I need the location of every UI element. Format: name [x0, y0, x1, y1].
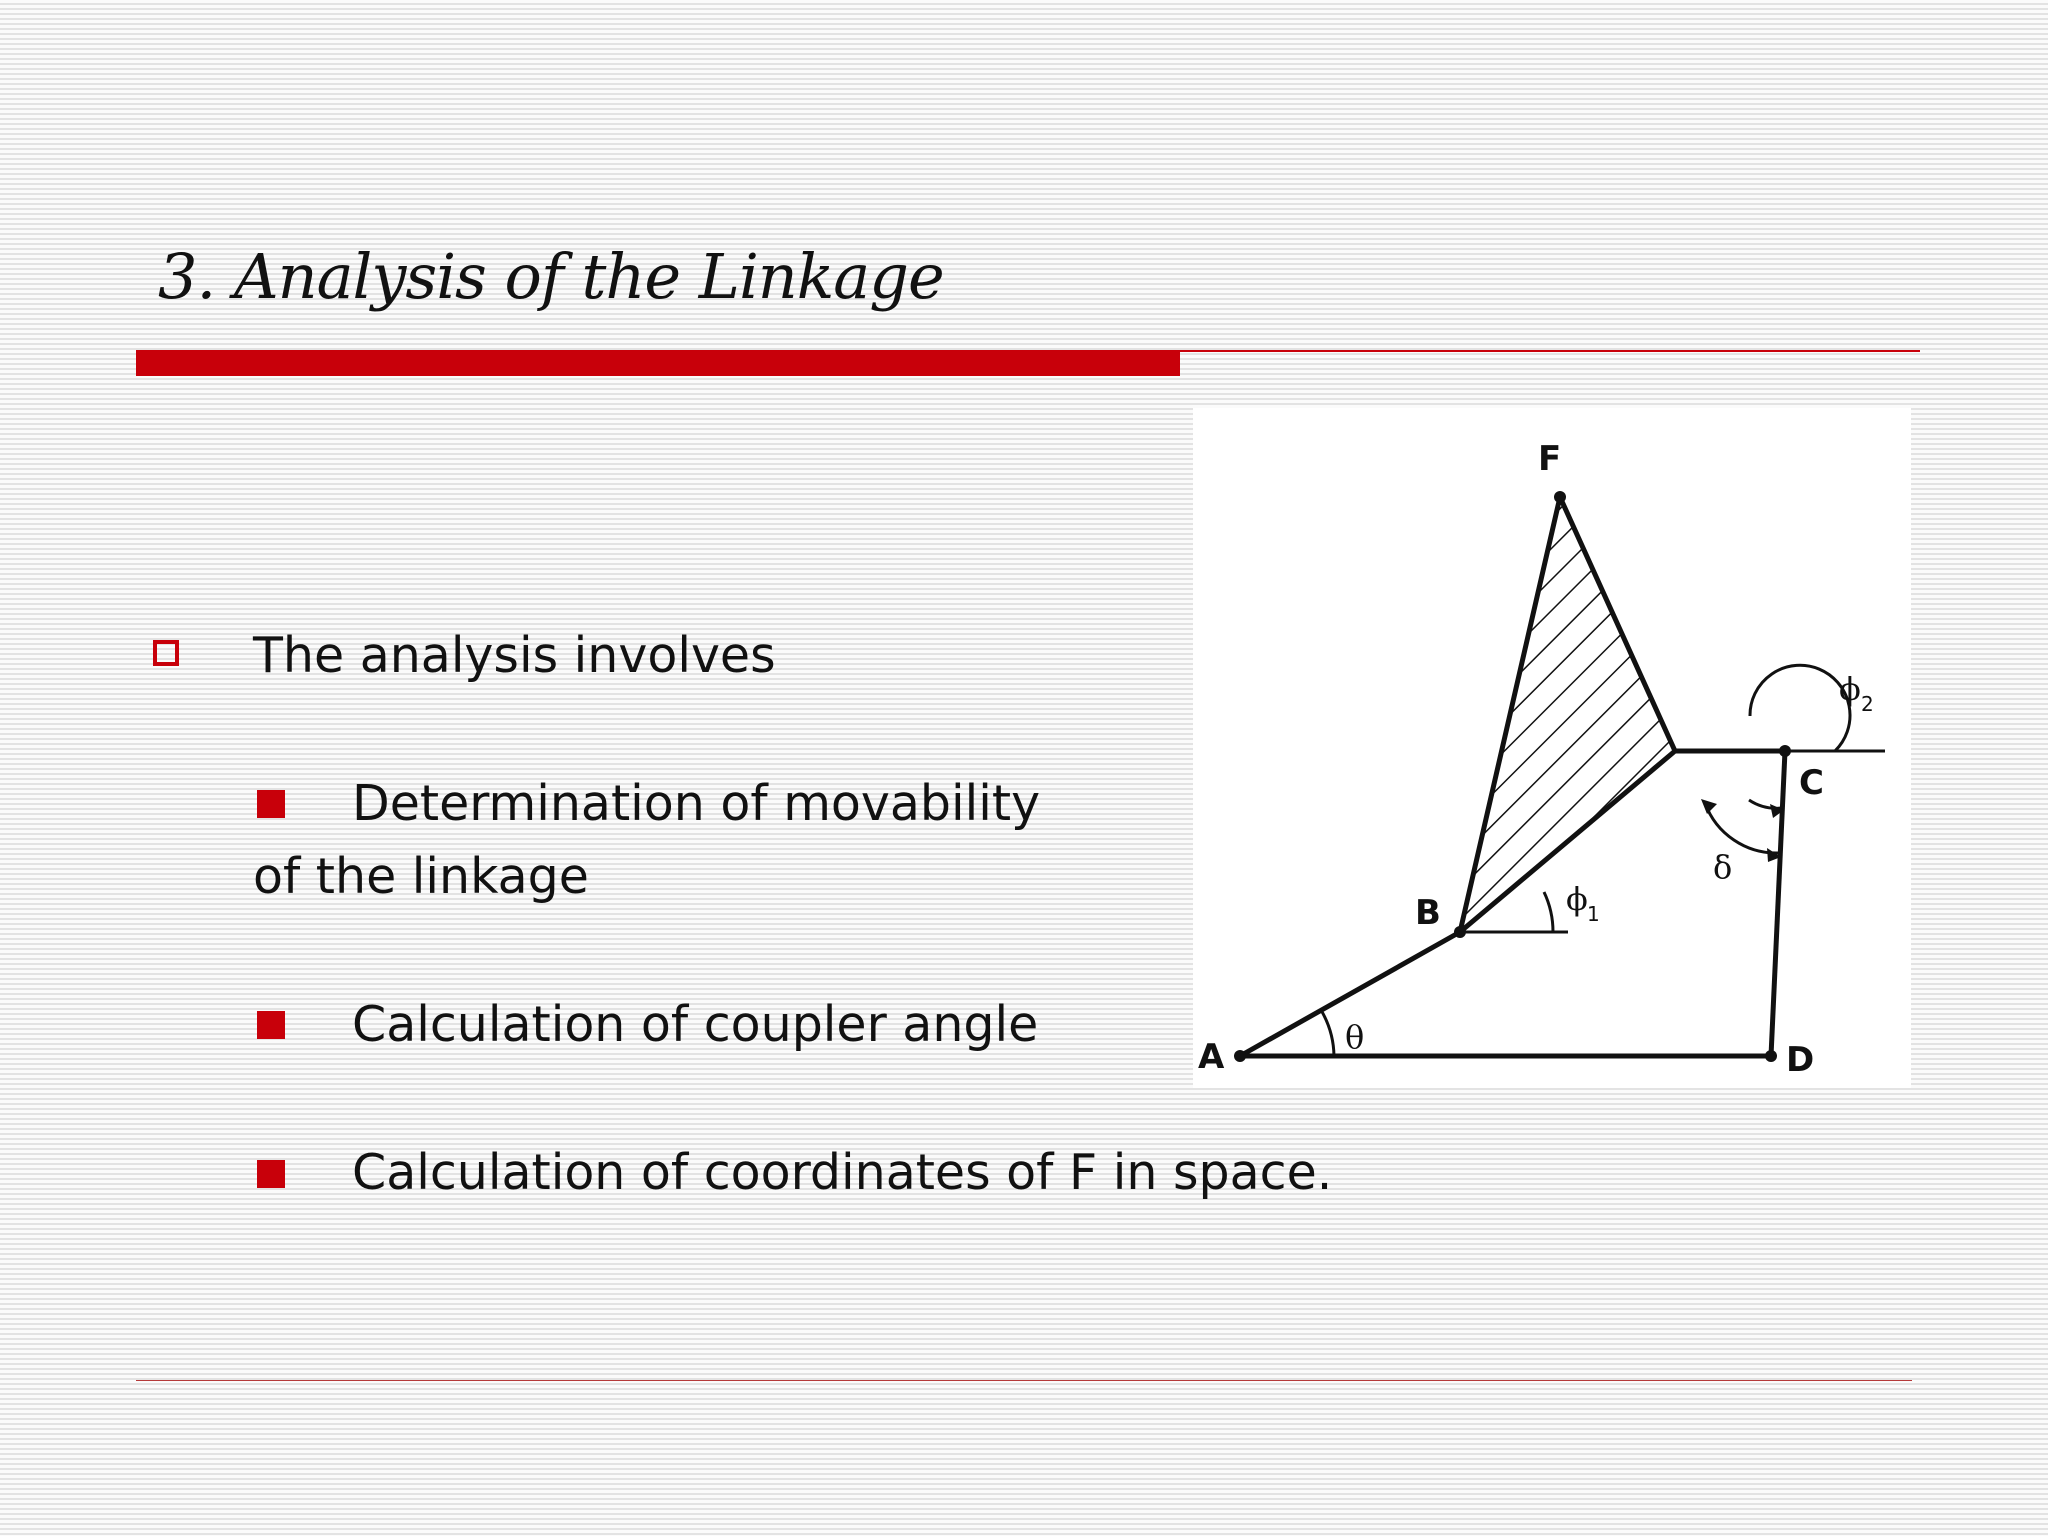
phi1-arc [1544, 892, 1553, 932]
theta-arc [1321, 1010, 1334, 1056]
sub-bullet-text-2: Calculation of coupler angle [352, 996, 1039, 1053]
label-f: F [1538, 439, 1562, 479]
label-d: D [1786, 1040, 1815, 1080]
rocker-link-dc [1771, 751, 1785, 1056]
label-phi1: ϕ [1566, 880, 1588, 918]
label-delta: δ [1713, 848, 1733, 886]
sub-bullet-text-1: Determination of movability [352, 775, 1041, 832]
label-phi2-subscript: 2 [1861, 692, 1874, 716]
delta-arrowhead-1 [1701, 799, 1717, 814]
coupler-triangle-hatched [1460, 497, 1675, 932]
title-underline-thick [136, 350, 1180, 376]
linkage-diagram [1193, 408, 1911, 1088]
hollow-square-bullet-icon [153, 640, 179, 666]
square-bullet-icon [257, 1011, 285, 1039]
linkage-diagram-svg [1193, 408, 1911, 1088]
footer-rule [136, 1380, 1912, 1381]
label-theta: θ [1345, 1018, 1365, 1056]
sub-bullet-text-3: Calculation of coordinates of F in space. [352, 1144, 1333, 1201]
sub-bullet-text-1-continued: of the linkage [253, 848, 589, 905]
delta-arc [1705, 803, 1779, 853]
square-bullet-icon [257, 790, 285, 818]
phi2-arc [1750, 665, 1850, 751]
label-phi2: ϕ [1839, 670, 1861, 708]
label-c: C [1799, 763, 1824, 803]
label-b: B [1415, 893, 1441, 933]
slide-title: 3. Analysis of the Linkage [158, 240, 944, 313]
label-a: A [1198, 1037, 1225, 1077]
point-f [1554, 491, 1566, 503]
main-bullet-text: The analysis involves [253, 627, 776, 684]
title-underline-thin [1180, 350, 1920, 352]
label-phi1-subscript: 1 [1587, 902, 1600, 926]
square-bullet-icon [257, 1160, 285, 1188]
joint-d [1765, 1050, 1777, 1062]
